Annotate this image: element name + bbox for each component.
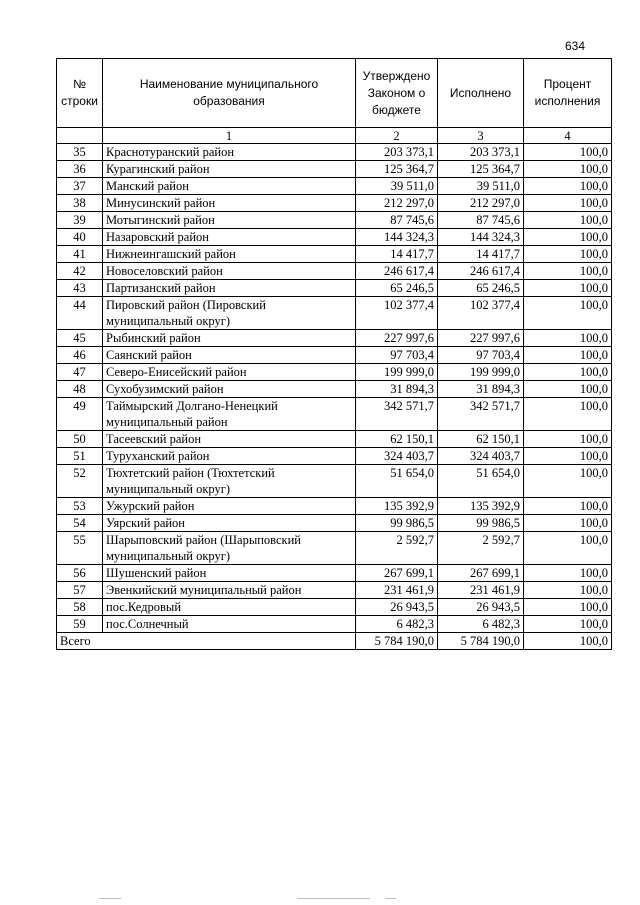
table-row [57,582,612,599]
row-number: 41 [57,246,103,263]
executed-value: 231 461,9 [438,582,524,599]
percent-value: 100,0 [524,347,612,364]
row-number: 44 [57,297,103,330]
row-number: 36 [57,161,103,178]
table-row [57,161,612,178]
executed-value: 199 999,0 [438,364,524,381]
approved-value: 62 150,1 [356,431,438,448]
table-row [57,448,612,465]
table-row [57,144,612,161]
row-number: 55 [57,532,103,565]
executed-value: 65 246,5 [438,280,524,297]
table-row [57,565,612,582]
municipality-name: Шушенский район [103,565,356,582]
total-row [57,633,612,650]
approved-value: 65 246,5 [356,280,438,297]
row-number: 52 [57,465,103,498]
municipality-name: Северо-Енисейский район [103,364,356,381]
approved-value: 199 999,0 [356,364,438,381]
row-number: 54 [57,515,103,532]
table-row [57,246,612,263]
municipality-name: Шарыповский район (Шарыповский муниципальный округ) [103,532,356,565]
municipality-name: Рыбинский район [103,330,356,347]
executed-value: 203 373,1 [438,144,524,161]
municipality-name: Тасеевский район [103,431,356,448]
total-approved: 5 784 190,0 [356,633,438,650]
approved-value: 203 373,1 [356,144,438,161]
municipality-name: Туруханский район [103,448,356,465]
percent-value: 100,0 [524,431,612,448]
executed-value: 2 592,7 [438,532,524,565]
executed-value: 51 654,0 [438,465,524,498]
approved-value: 135 392,9 [356,498,438,515]
header-row [57,59,612,128]
approved-value: 342 571,7 [356,398,438,431]
executed-value: 62 150,1 [438,431,524,448]
municipality-name: Новоселовский район [103,263,356,280]
table-row [57,347,612,364]
column-number-empty [57,128,103,144]
executed-value: 246 617,4 [438,263,524,280]
approved-value: 87 745,6 [356,212,438,229]
executed-value: 97 703,4 [438,347,524,364]
approved-value: 324 403,7 [356,448,438,465]
table-row [57,364,612,381]
row-number: 37 [57,178,103,195]
approved-value: 231 461,9 [356,582,438,599]
executed-value: 87 745,6 [438,212,524,229]
executed-value: 125 364,7 [438,161,524,178]
percent-value: 100,0 [524,448,612,465]
column-number: 3 [438,128,524,144]
percent-value: 100,0 [524,280,612,297]
percent-value: 100,0 [524,195,612,212]
page-number: 634 [565,39,586,53]
municipality-name: Саянский район [103,347,356,364]
municipality-name: Краснотуранский район [103,144,356,161]
executed-value: 342 571,7 [438,398,524,431]
percent-value: 100,0 [524,161,612,178]
municipality-name: Нижнеингашский район [103,246,356,263]
table-row [57,515,612,532]
executed-value: 26 943,5 [438,599,524,616]
municipality-name: Тюхтетский район (Тюхтетский муниципальный округ) [103,465,356,498]
executed-value: 212 297,0 [438,195,524,212]
approved-value: 144 324,3 [356,229,438,246]
footer-mark [99,898,121,899]
executed-value: 102 377,4 [438,297,524,330]
table-row [57,532,612,565]
header-approved: Утверждено Законом о бюджете [356,59,438,128]
row-number: 42 [57,263,103,280]
approved-value: 246 617,4 [356,263,438,280]
approved-value: 227 997,6 [356,330,438,347]
executed-value: 99 986,5 [438,515,524,532]
total-executed: 5 784 190,0 [438,633,524,650]
table-row [57,178,612,195]
approved-value: 102 377,4 [356,297,438,330]
percent-value: 100,0 [524,498,612,515]
municipality-name: Мотыгинский район [103,212,356,229]
column-number: 1 [103,128,356,144]
percent-value: 100,0 [524,532,612,565]
municipality-name: Сухобузимский район [103,381,356,398]
table-row [57,195,612,212]
row-number: 50 [57,431,103,448]
row-number: 53 [57,498,103,515]
percent-value: 100,0 [524,178,612,195]
row-number: 47 [57,364,103,381]
row-number: 35 [57,144,103,161]
row-number: 57 [57,582,103,599]
table-row [57,297,612,330]
row-number: 39 [57,212,103,229]
municipality-name: Ужурский район [103,498,356,515]
municipality-name: пос.Солнечный [103,616,356,633]
header-percent: Процент исполнения [524,59,612,128]
percent-value: 100,0 [524,515,612,532]
approved-value: 51 654,0 [356,465,438,498]
row-number: 40 [57,229,103,246]
row-number: 43 [57,280,103,297]
percent-value: 100,0 [524,465,612,498]
executed-value: 324 403,7 [438,448,524,465]
executed-value: 135 392,9 [438,498,524,515]
table-row [57,280,612,297]
executed-value: 39 511,0 [438,178,524,195]
percent-value: 100,0 [524,616,612,633]
row-number: 46 [57,347,103,364]
column-number-row [57,128,612,144]
budget-execution-table [56,58,612,650]
table-body [57,144,612,633]
table-row [57,616,612,633]
approved-value: 125 364,7 [356,161,438,178]
municipality-name: Партизанский район [103,280,356,297]
percent-value: 100,0 [524,381,612,398]
approved-value: 2 592,7 [356,532,438,565]
column-number: 2 [356,128,438,144]
table-row [57,498,612,515]
executed-value: 267 699,1 [438,565,524,582]
table-row [57,263,612,280]
executed-value: 14 417,7 [438,246,524,263]
municipality-name: Пировский район (Пировский муниципальный округ) [103,297,356,330]
approved-value: 39 511,0 [356,178,438,195]
approved-value: 14 417,7 [356,246,438,263]
header-municipality-name: Наименование муниципального образования [103,59,356,128]
municipality-name: Назаровский район [103,229,356,246]
percent-value: 100,0 [524,229,612,246]
percent-value: 100,0 [524,398,612,431]
percent-value: 100,0 [524,582,612,599]
row-number: 48 [57,381,103,398]
table-row [57,465,612,498]
header-executed: Исполнено [438,59,524,128]
executed-value: 144 324,3 [438,229,524,246]
percent-value: 100,0 [524,330,612,347]
table-row [57,229,612,246]
percent-value: 100,0 [524,263,612,280]
footer-mark [386,898,396,899]
row-number: 51 [57,448,103,465]
percent-value: 100,0 [524,144,612,161]
table-row [57,381,612,398]
total-label: Всего [57,633,356,650]
municipality-name: пос.Кедровый [103,599,356,616]
total-percent: 100,0 [524,633,612,650]
municipality-name: Минусинский район [103,195,356,212]
percent-value: 100,0 [524,364,612,381]
table-row [57,212,612,229]
row-number: 58 [57,599,103,616]
approved-value: 97 703,4 [356,347,438,364]
table-row [57,398,612,431]
row-number: 49 [57,398,103,431]
approved-value: 26 943,5 [356,599,438,616]
row-number: 56 [57,565,103,582]
row-number: 45 [57,330,103,347]
approved-value: 212 297,0 [356,195,438,212]
approved-value: 267 699,1 [356,565,438,582]
municipality-name: Курагинский район [103,161,356,178]
row-number: 59 [57,616,103,633]
executed-value: 31 894,3 [438,381,524,398]
municipality-name: Уярский район [103,515,356,532]
approved-value: 99 986,5 [356,515,438,532]
percent-value: 100,0 [524,565,612,582]
approved-value: 6 482,3 [356,616,438,633]
municipality-name: Таймырский Долгано-Ненецкий муниципальный район [103,398,356,431]
column-number: 4 [524,128,612,144]
percent-value: 100,0 [524,599,612,616]
percent-value: 100,0 [524,246,612,263]
approved-value: 31 894,3 [356,381,438,398]
header-row-number: № строки [57,59,103,128]
executed-value: 6 482,3 [438,616,524,633]
row-number: 38 [57,195,103,212]
table-row [57,431,612,448]
table-row [57,330,612,347]
footer-mark [298,898,370,899]
municipality-name: Эвенкийский муниципальный район [103,582,356,599]
percent-value: 100,0 [524,212,612,229]
percent-value: 100,0 [524,297,612,330]
executed-value: 227 997,6 [438,330,524,347]
municipality-name: Манский район [103,178,356,195]
table-row [57,599,612,616]
